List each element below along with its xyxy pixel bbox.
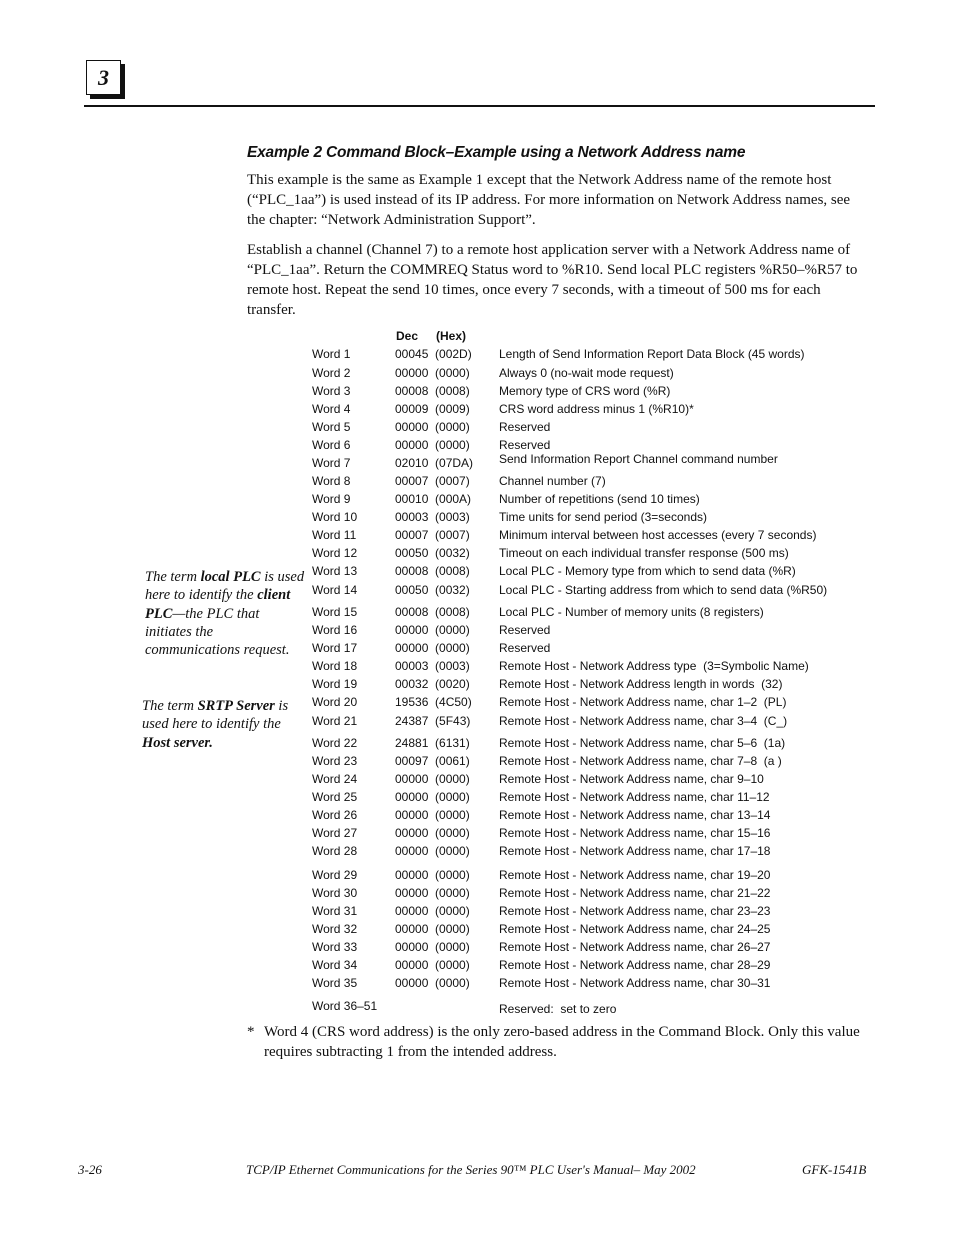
table-row: [0, 940, 954, 956]
word-label: Word 10: [312, 510, 358, 524]
table-row: [0, 510, 954, 526]
word-value: 02010 (07DA): [395, 456, 474, 470]
word-value: 00000 (0000): [395, 844, 470, 858]
word-description: Send Information Report Channel command number: [499, 452, 778, 466]
word-description: Remote Host - Network Address name, char 3–4 (C_): [499, 714, 788, 728]
table-row: [0, 754, 954, 770]
word-description: Channel number (7): [499, 474, 606, 488]
footnote: [247, 1022, 867, 1062]
word-label: Word 34: [312, 958, 358, 972]
table-row: [0, 528, 954, 544]
table-row: [0, 347, 954, 363]
word-description: Local PLC - Memory type from which to send data (%R): [499, 564, 796, 578]
table-row: [0, 904, 954, 920]
word-label: Word 2: [312, 366, 351, 380]
word-description: Remote Host - Network Address type (3=Symbolic Name): [499, 659, 809, 673]
column-header-hex: (Hex): [436, 329, 467, 343]
word-value: 00009 (0009): [395, 402, 470, 416]
word-label: Word 4: [312, 402, 351, 416]
table-row: [0, 999, 954, 1015]
word-value: 00003 (0003): [395, 659, 470, 673]
word-value: 00010 (000A): [395, 492, 472, 506]
word-value: 00000 (0000): [395, 826, 470, 840]
table-row: [0, 886, 954, 902]
footer-doc-id: GFK-1541B: [802, 1162, 867, 1177]
table-row: [0, 384, 954, 400]
word-description: Memory type of CRS word (%R): [499, 384, 671, 398]
word-value: 00000 (0000): [395, 420, 470, 434]
word-description: Number of repetitions (send 10 times): [499, 492, 700, 506]
word-label: Word 13: [312, 564, 358, 578]
word-label: Word 17: [312, 641, 358, 655]
word-description: Remote Host - Network Address length in words (32): [499, 677, 783, 691]
word-label: Word 24: [312, 772, 358, 786]
word-value: 24387 (5F43): [395, 714, 471, 728]
word-value: 00000 (0000): [395, 958, 470, 972]
word-value: 19536 (4C50): [395, 695, 472, 709]
word-value: 24881 (6131): [395, 736, 470, 750]
word-description: Always 0 (no-wait mode request): [499, 366, 674, 380]
note-text: The term: [142, 698, 198, 714]
word-description: Remote Host - Network Address name, char 5–6 (1a): [499, 736, 786, 750]
note-term: client PLC: [145, 587, 291, 622]
table-row: [0, 452, 954, 472]
word-value: 00007 (0007): [395, 528, 470, 542]
table-row: [0, 958, 954, 974]
word-description: Time units for send period (3=seconds): [499, 510, 707, 524]
word-description: Remote Host - Network Address name, char 21–22: [499, 886, 771, 900]
word-label: Word 18: [312, 659, 358, 673]
word-value: 00008 (0008): [395, 384, 470, 398]
word-label: Word 28: [312, 844, 358, 858]
word-value: 00000 (0000): [395, 922, 470, 936]
table-row: [0, 564, 954, 580]
word-label: Word 3: [312, 384, 351, 398]
word-label: Word 12: [312, 546, 358, 560]
footnote-text: Word 4 (CRS word address) is the only zero-based address in the Command Block. Only this value requires subtracting 1 from the intended address.: [264, 1024, 860, 1060]
table-row: [0, 492, 954, 508]
footer-page-number: 3-26: [78, 1162, 102, 1177]
word-description: Remote Host - Network Address name, char 28–29: [499, 958, 771, 972]
word-value: 00000 (0000): [395, 808, 470, 822]
table-row: [0, 605, 954, 621]
word-value: 00007 (0007): [395, 474, 470, 488]
word-description: CRS word address minus 1 (%R10)*: [499, 402, 694, 416]
word-description: Remote Host - Network Address name, char 9–10: [499, 772, 764, 786]
word-label: Word 15: [312, 605, 358, 619]
word-description: Remote Host - Network Address name, char 17–18: [499, 844, 771, 858]
word-value: 00000 (0000): [395, 790, 470, 804]
word-label: Word 22: [312, 736, 358, 750]
table-row: [0, 474, 954, 490]
column-header-dec: Dec: [396, 329, 419, 343]
word-value: 00050 (0032): [395, 546, 470, 560]
note-term: SRTP Server: [197, 698, 275, 714]
word-description: Remote Host - Network Address name, char 7–8 (a ): [499, 754, 782, 768]
word-label: Word 29: [312, 868, 358, 882]
note-term: Host server.: [142, 734, 213, 751]
table-row: [0, 641, 954, 657]
word-value: 00000 (0000): [395, 868, 470, 882]
word-description: Local PLC - Number of memory units (8 registers): [499, 605, 764, 619]
word-label: Word 33: [312, 940, 358, 954]
table-row: [0, 772, 954, 788]
word-label: Word 31: [312, 904, 358, 918]
word-description: Length of Send Information Report Data Block (45 words): [499, 347, 805, 361]
word-value: 00008 (0008): [395, 605, 470, 619]
word-value: 00000 (0000): [395, 366, 470, 380]
word-description: Remote Host - Network Address name, char 19–20: [499, 868, 771, 882]
table-row: [0, 844, 954, 860]
word-description: Remote Host - Network Address name, char 13–14: [499, 808, 771, 822]
word-description: Local PLC - Starting address from which to send data (%R50): [499, 583, 828, 597]
table-row: [0, 976, 954, 992]
word-value: 00045 (002D): [395, 347, 472, 361]
table-row: [0, 922, 954, 938]
task-paragraph: Establish a channel (Channel 7) to a remote host application server with a Network Address name of “PLC_1aa”. Return the COMMREQ Status word to %R10. Send local PLC registers %R50–%R57 to remote host. Repeat the send 10 times, once every 7 seconds, with a timeout of 500 ms for each transfer.: [247, 242, 858, 318]
word-description: Timeout on each individual transfer response (500 ms): [499, 546, 789, 560]
word-value: 00000 (0000): [395, 772, 470, 786]
margin-note-srtp-server: [142, 697, 302, 752]
word-description: Remote Host - Network Address name, char 26–27: [499, 940, 771, 954]
footer-manual-title: TCP/IP Ethernet Communications for the Series 90™ PLC User's Manual– May 2002: [246, 1162, 696, 1177]
word-label: Word 36–51: [312, 999, 378, 1013]
word-value: 00097 (0061): [395, 754, 470, 768]
word-label: Word 30: [312, 886, 358, 900]
word-description: Reserved: set to zero: [499, 1002, 617, 1016]
word-label: Word 19: [312, 677, 358, 691]
header-rule: [84, 105, 875, 107]
word-value: 00000 (0000): [395, 438, 470, 452]
table-row: [0, 790, 954, 806]
word-label: Word 11: [312, 528, 357, 542]
note-text: is used here to identify the: [142, 698, 289, 733]
word-label: Word 1: [312, 347, 351, 361]
intro-paragraph: This example is the same as Example 1 except that the Network Address name of the remote host (“PLC_1aa”) is used instead of its IP address. For more information on Network Address names, see the chapter: “Network Administration Support”.: [247, 172, 851, 228]
table-row: [0, 659, 954, 675]
word-description: Remote Host - Network Address name, char 1–2 (PL): [499, 695, 787, 709]
table-row: [0, 402, 954, 418]
note-text: is used here to identify the: [145, 569, 305, 604]
word-value: 00000 (0000): [395, 886, 470, 900]
note-term: local PLC: [200, 569, 261, 585]
table-row: [0, 438, 954, 454]
word-label: Word 23: [312, 754, 358, 768]
word-description: Reserved: [499, 623, 551, 637]
table-row: [0, 826, 954, 842]
word-value: 00000 (0000): [395, 623, 470, 637]
margin-note-local-plc: [145, 568, 305, 659]
word-label: Word 21: [312, 714, 358, 728]
word-description: Remote Host - Network Address name, char 30–31: [499, 976, 771, 990]
word-label: Word 14: [312, 583, 358, 597]
table-row: [0, 583, 954, 599]
chapter-number-box: 3: [86, 60, 121, 95]
word-value: 00008 (0008): [395, 564, 470, 578]
note-text: —the PLC that initiates the communications request.: [145, 605, 290, 659]
word-label: Word 7: [312, 456, 351, 470]
word-label: Word 25: [312, 790, 358, 804]
word-value: 00000 (0000): [395, 904, 470, 918]
table-row: [0, 868, 954, 884]
word-label: Word 6: [312, 438, 351, 452]
word-label: Word 16: [312, 623, 358, 637]
word-description: Reserved: [499, 420, 551, 434]
table-row: [0, 808, 954, 824]
word-description: Reserved: [499, 438, 551, 452]
word-value: 00000 (0000): [395, 976, 470, 990]
word-description: Minimum interval between host accesses (every 7 seconds): [499, 528, 817, 542]
word-label: Word 35: [312, 976, 358, 990]
note-text: The term: [145, 569, 201, 585]
table-row: [0, 677, 954, 693]
word-description: Remote Host - Network Address name, char 15–16: [499, 826, 771, 840]
word-label: Word 27: [312, 826, 358, 840]
word-label: Word 9: [312, 492, 351, 506]
word-description: Reserved: [499, 641, 551, 655]
table-row: [0, 546, 954, 562]
footnote-marker: *: [247, 1024, 255, 1040]
word-description: Remote Host - Network Address name, char 24–25: [499, 922, 771, 936]
word-description: Remote Host - Network Address name, char 23–23: [499, 904, 771, 918]
word-value: 00050 (0032): [395, 583, 470, 597]
word-description: Remote Host - Network Address name, char 11–12: [499, 790, 770, 804]
word-value: 00003 (0003): [395, 510, 470, 524]
word-value: 00000 (0000): [395, 940, 470, 954]
word-label: Word 20: [312, 695, 358, 709]
word-label: Word 8: [312, 474, 351, 488]
word-value: 00000 (0000): [395, 641, 470, 655]
word-label: Word 5: [312, 420, 351, 434]
word-label: Word 26: [312, 808, 358, 822]
table-row: [0, 420, 954, 436]
word-label: Word 32: [312, 922, 358, 936]
table-row: [0, 366, 954, 382]
table-row: [0, 623, 954, 639]
word-value: 00032 (0020): [395, 677, 470, 691]
section-heading: Example 2 Command Block–Example using a Network Address name: [247, 144, 746, 161]
